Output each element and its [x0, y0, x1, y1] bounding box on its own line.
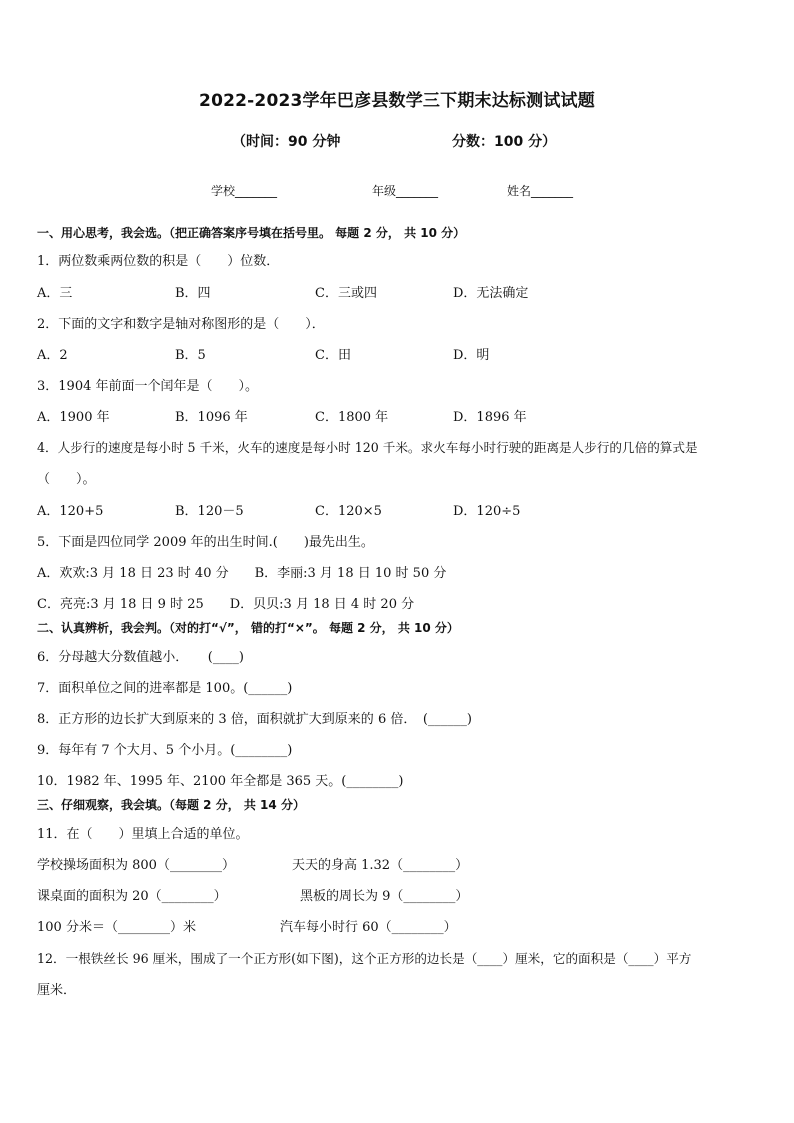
q2-option-d: D．明 [453, 348, 490, 363]
q5-options-ab: A．欢欢:3 月 18 日 23 时 40 分 B．李丽:3 月 18 日 10 时 50 分 [37, 566, 447, 581]
q1-option-a: A．三 [37, 286, 73, 301]
q4-option-c: C．120×5 [315, 504, 382, 519]
q1-option-b: B．四 [175, 286, 211, 301]
question-8: 8．正方形的边长扩大到原来的 3 倍，面积就扩大到原来的 6 倍． (______) [37, 712, 472, 727]
q2-option-c: C．田 [315, 348, 351, 363]
question-12: 12．一根铁丝长 96 厘米，围成了一个正方形(如下图)，这个正方形的边长是（____）厘米，它的面积是（____）平方 [37, 951, 692, 966]
section-heading-2: 二、认真辨析，我会判。（对的打“√”， 错的打“×”。 每题 2 分， 共 10 分） [37, 621, 459, 635]
q2-option-b: B．5 [175, 348, 206, 363]
q2-option-a: A．2 [37, 348, 68, 363]
question-6: 6．分母越大分数值越小． (____) [37, 650, 244, 665]
question-5: 5．下面是四位同学 2009 年的出生时间.( )最先出生。 [37, 535, 374, 550]
question-2: 2．下面的文字和数字是轴对称图形的是（ ）． [37, 317, 325, 332]
q11-item-5: 100 分米＝（________）米 [37, 920, 196, 935]
q5-options-cd: C．亮亮:3 月 18 日 9 时 25 D．贝贝:3 月 18 日 4 时 20 分 [37, 597, 415, 612]
q3-option-a: A．1900 年 [37, 410, 110, 425]
section-heading-3: 三、仔细观察，我会填。（每题 2 分， 共 14 分） [37, 798, 305, 812]
question-1: 1．两位数乘两位数的积是（ ）位数． [37, 254, 280, 269]
q4-option-b: B．120－5 [175, 504, 244, 519]
question-11: 11．在（ ）里填上合适的单位。 [37, 827, 249, 842]
question-4: 4．人步行的速度是每小时 5 千米，火车的速度是每小时 120 千米。求火车每小时行驶的距离是人步行的几倍的算式是 [37, 440, 698, 455]
page-title: 2022-2023学年巴彦县数学三下期末达标测试试题 [199, 91, 595, 111]
q11-item-3: 课桌面的面积为 20（________） [37, 889, 227, 904]
question-10: 10．1982 年、1995 年、2100 年全都是 365 天。(________) [37, 774, 404, 789]
q4-option-a: A．120+5 [37, 504, 104, 519]
grade-field: 年级_______ [372, 184, 439, 198]
time-label: （时间：90 分钟 [232, 134, 341, 150]
q3-option-c: C．1800 年 [315, 410, 389, 425]
q3-option-d: D．1896 年 [453, 410, 527, 425]
question-7: 7．面积单位之间的进率都是 100。(______) [37, 681, 293, 696]
question-4-continued: （ ）。 [37, 472, 96, 487]
q3-option-b: B．1096 年 [175, 410, 248, 425]
q11-item-2: 天天的身高 1.32（________） [292, 858, 469, 873]
question-12-continued: 厘米． [37, 983, 77, 998]
question-9: 9．每年有 7 个大月、5 个小月。(________) [37, 743, 293, 758]
q11-item-1: 学校操场面积为 800（________） [37, 858, 235, 873]
score-label: 分数：100 分） [452, 134, 557, 150]
q1-option-c: C．三或四 [315, 286, 377, 301]
q11-item-6: 汽车每小时行 60（________） [280, 920, 457, 935]
q1-option-d: D．无法确定 [453, 286, 529, 301]
q4-option-d: D．120÷5 [453, 504, 521, 519]
section-heading-1: 一、用心思考，我会选。（把正确答案序号填在括号里。 每题 2 分， 共 10 分） [37, 226, 466, 240]
school-field: 学校_______ [211, 184, 278, 198]
q11-item-4: 黑板的周长为 9（________） [300, 889, 469, 904]
name-field: 姓名_______ [507, 184, 574, 198]
question-3: 3．1904 年前面一个闰年是（ ）。 [37, 379, 258, 394]
